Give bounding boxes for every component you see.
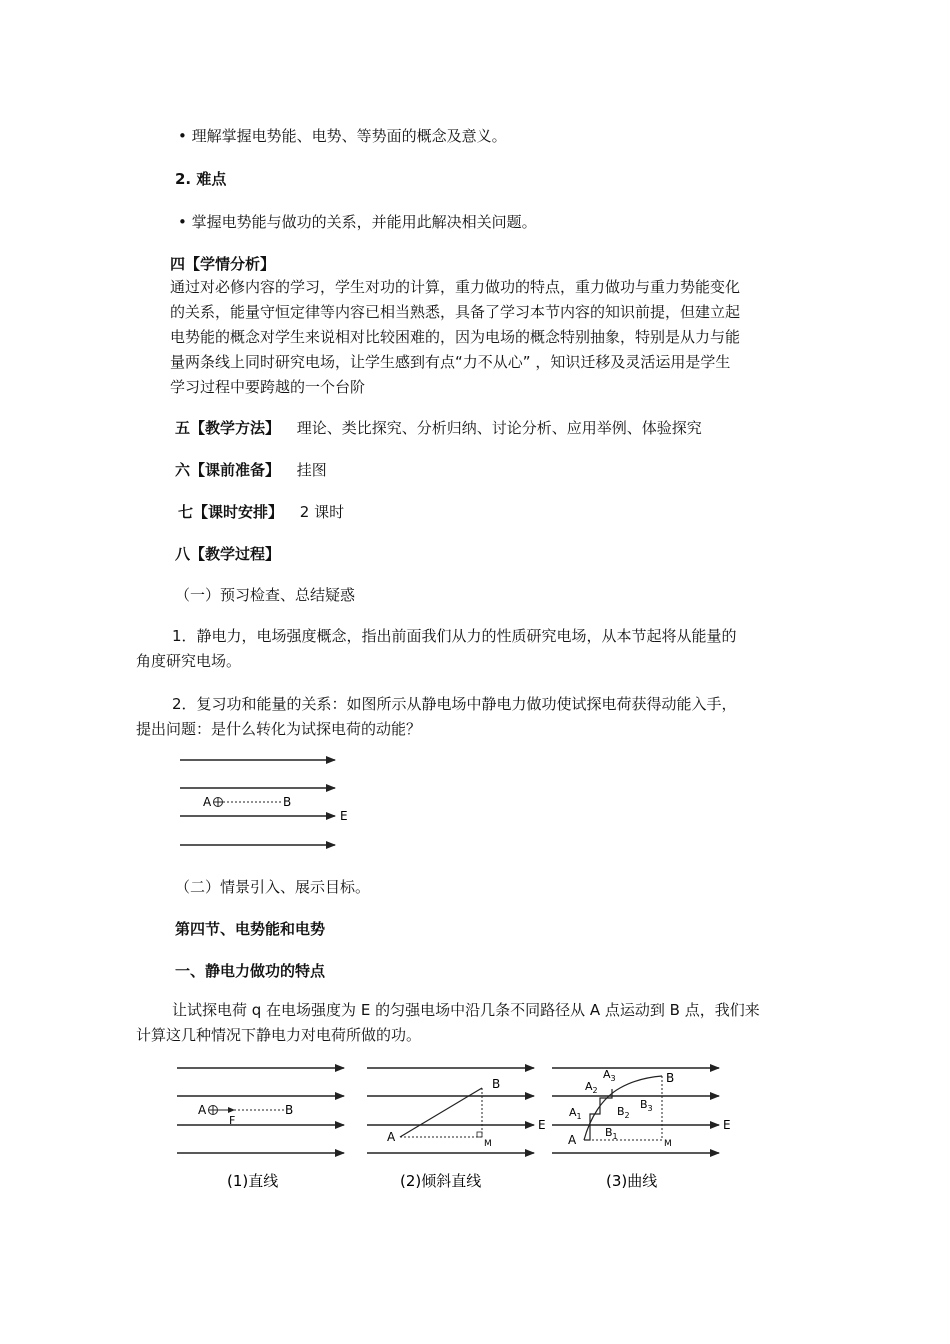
label-e: E	[723, 1118, 731, 1132]
difficulty-heading: 2. 难点	[175, 170, 227, 188]
body-line: 通过对必修内容的学习，学生对功的计算，重力做功的特点，重力做功与重力势能变化	[170, 278, 741, 296]
step-1: （一）预习检查、总结疑惑	[175, 586, 356, 604]
intro-line: 让试探电荷 q 在电场强度为 E 的匀强电场中沿几条不同路径从 A 点运动到 B 点，我们来	[172, 1001, 760, 1019]
section-4-heading: 四【学情分析】	[170, 255, 276, 273]
label-a2: $A_2$	[585, 1080, 598, 1095]
body-line: 电势能的概念对学生来说相对比较困难的，因为电场的概念特别抽象，特别是从力与能	[170, 328, 741, 346]
section-6	[175, 458, 327, 482]
label-b: B	[666, 1071, 675, 1085]
field-diagram-2	[172, 1058, 742, 1193]
label-b2: $B_2$	[617, 1105, 630, 1120]
body-line: 的关系，能量守恒定律等内容已相当熟悉，具备了学习本节内容的知识前提，但建立起	[170, 303, 741, 321]
section-6-heading: 六【课前准备】	[175, 461, 281, 479]
label-b: B	[283, 795, 292, 809]
right-angle-mark	[477, 1132, 482, 1137]
section-5-content: 理论、类比探究、分析归纳、讨论分析、应用举例、体验探究	[296, 419, 702, 437]
section-5	[175, 416, 702, 440]
label-b: B	[285, 1103, 294, 1117]
panel-caption: (2)倾斜直线	[400, 1172, 482, 1190]
label-f: F	[229, 1114, 236, 1127]
label-m: M	[484, 1139, 492, 1149]
item-1-line: 1．静电力，电场强度概念，指出前面我们从力的性质研究电场，从本节起将从能量的	[172, 627, 737, 645]
section-5-heading: 五【教学方法】	[175, 419, 281, 437]
item-1	[136, 624, 737, 674]
intro-line: 计算这几种情况下静电力对电荷所做的功。	[136, 1026, 422, 1044]
subsection-title: 一、静电力做功的特点	[175, 962, 326, 980]
section-8-heading: 八【教学过程】	[175, 545, 281, 563]
label-a: A	[198, 1103, 207, 1117]
item-2-line: 提出问题：是什么转化为试探电荷的动能？	[136, 720, 422, 738]
section-7	[178, 500, 344, 524]
section-title: 第四节、电势能和电势	[175, 920, 326, 938]
label-a1: $A_1$	[569, 1106, 582, 1121]
label-b3: $B_3$	[640, 1098, 653, 1113]
step-2: （二）情景引入、展示目标。	[175, 878, 371, 896]
section-4-body	[170, 275, 740, 400]
label-a: A	[568, 1133, 577, 1147]
label-e: E	[340, 809, 348, 823]
item-2-line: 2．复习功和能量的关系：如图所示从静电场中静电力做功使试探电荷获得动能入手，	[172, 695, 737, 713]
label-e: E	[538, 1118, 546, 1132]
panel-straight	[177, 1068, 344, 1190]
panel-caption: (1)直线	[227, 1172, 279, 1190]
item-2	[136, 692, 737, 742]
body-line: 学习过程中要跨越的一个台阶	[170, 378, 366, 396]
body-line: 量两条线上同时研究电场，让学生感到有点“力不从心” ，知识迁移及灵活运用是学生	[170, 353, 731, 371]
label-a3: $A_3$	[603, 1068, 616, 1083]
label-a: A	[203, 795, 212, 809]
label-b: B	[492, 1077, 501, 1091]
difficulty-bullet: • 掌握电势能与做功的关系，并能用此解决相关问题。	[178, 213, 537, 231]
label-b1: $B_1$	[605, 1126, 618, 1141]
section-6-content: 挂图	[296, 461, 327, 479]
section-7-heading: 七【课时安排】	[178, 503, 284, 521]
goal-bullet: • 理解掌握电势能、电势、等势面的概念及意义。	[178, 127, 507, 145]
label-m: M	[664, 1139, 672, 1149]
intro-paragraph	[136, 998, 760, 1048]
field-diagram-1	[170, 750, 370, 855]
panel-inclined	[367, 1068, 546, 1190]
panel-caption: (3)曲线	[606, 1172, 658, 1190]
label-a: A	[387, 1130, 396, 1144]
item-1-line: 角度研究电场。	[136, 652, 242, 670]
panel-curve	[552, 1068, 731, 1190]
section-7-content: 2 课时	[299, 503, 345, 521]
